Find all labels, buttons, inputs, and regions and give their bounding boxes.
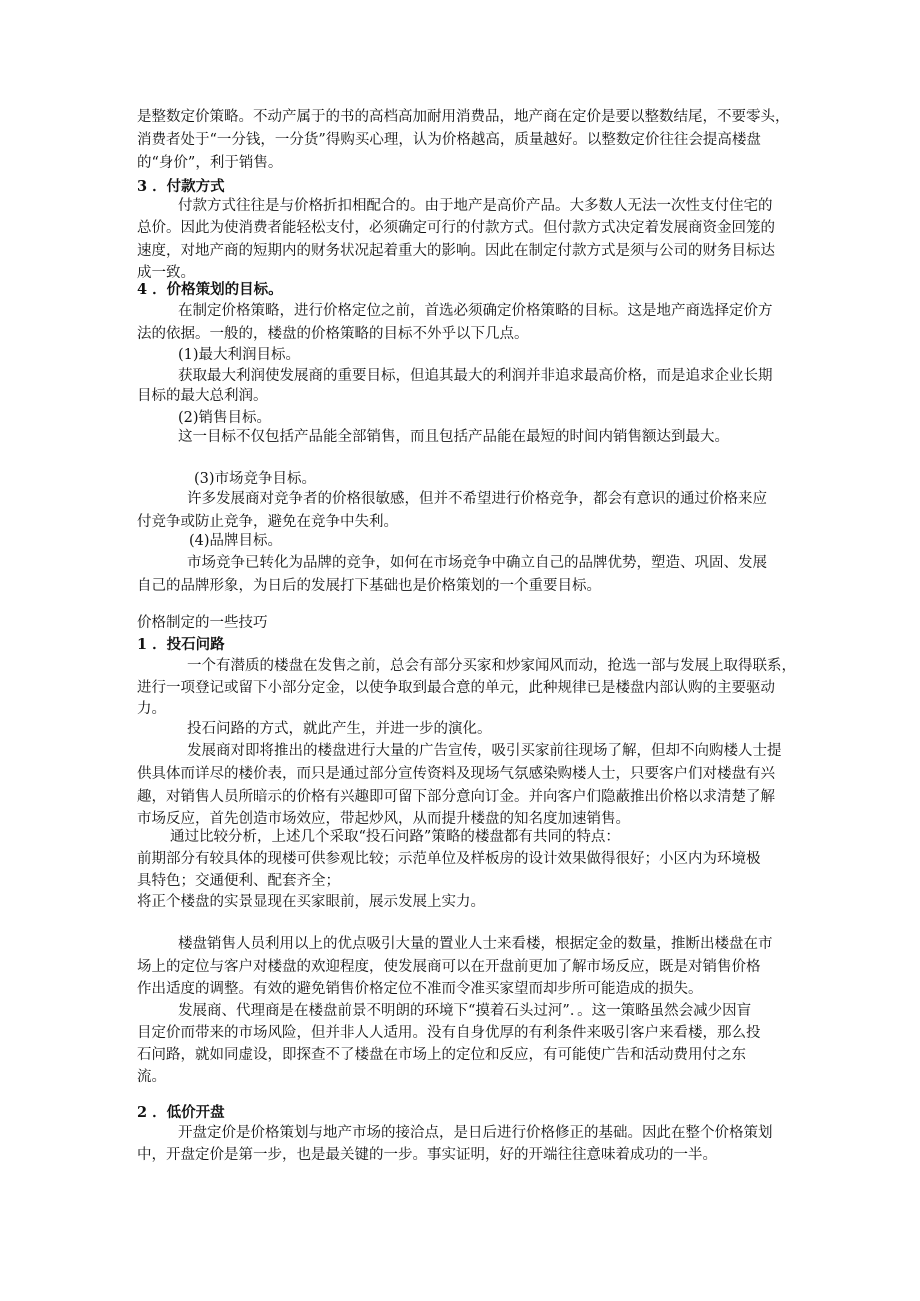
paragraph-line: 法的依据。一般的，楼盘的价格策略的目标不外乎以下几点。 [137, 326, 529, 342]
paragraph-line: 作出适度的调整。有效的避免销售价格定位不准而令准买家望而却步所可能造成的损失。 [137, 981, 703, 997]
paragraph-line: 投石问路的方式，就此产生，并进一步的演化。 [187, 721, 492, 737]
paragraph-line: 市场反应，首先创造市场效应，带起炒风，从而提升楼盘的知名度加速销售。 [137, 811, 630, 827]
section-heading: 4 ．价格策划的目标。 [137, 281, 283, 298]
paragraph-line: 总价。因此为使消费者能轻松支付，必须确定可行的付款方式。但付款方式决定着发展商资金回笼的 [137, 220, 775, 236]
paragraph-line: 付竞争或防止竞争，避免在竞争中失利。 [137, 514, 398, 530]
paragraph-line: 场上的定位与客户对楼盘的欢迎程度，使发展商可以在开盘前更加了解市场反应，既是对销售价格 [137, 959, 761, 975]
paragraph-line: 目定价而带来的市场风险，但并非人人适用。没有自身优厚的有利条件来吸引客户来看楼，那么投 [137, 1025, 761, 1041]
list-item-heading: (2)销售目标。 [178, 410, 272, 426]
paragraph-line: 流。 [137, 1069, 166, 1085]
paragraph-line: 付款方式往往是与价格折扣相配合的。由于地产是高价产品。大多数人无法一次性支付住宅的 [178, 198, 773, 214]
section-heading: 3 ．付款方式 [137, 178, 225, 195]
section-heading: 1 ．投石问路 [137, 636, 225, 653]
paragraph-line: 消费者处于“一分钱，一分货”得购买心理，认为价格越高，质量越好。以整数定价往往会提高楼盘 [137, 132, 761, 148]
paragraph-line: 自己的品牌形象，为日后的发展打下基础也是价格策划的一个重要目标。 [137, 578, 601, 594]
paragraph-line: 的“身价”，利于销售。 [137, 155, 283, 171]
paragraph-line: 获取最大利润使发展商的重要目标，但追其最大的利润并非追求最高价格，而是追求企业长期 [178, 368, 773, 384]
paragraph-line: 力。 [137, 701, 166, 717]
paragraph-line: 石问路，就如同虚设，即探查不了楼盘在市场上的定位和反应，有可能使广告和活动费用付之东 [137, 1047, 746, 1063]
paragraph-line: 趣，对销售人员所暗示的价格有兴趣即可留下部分意向订金。并向客户们隐蔽推出价格以求清楚了解 [137, 789, 775, 805]
paragraph-line: 中，开盘定价是第一步，也是最关键的一步。事实证明，好的开端往往意味着成功的一半。 [137, 1147, 717, 1163]
paragraph-line: 楼盘销售人员利用以上的优点吸引大量的置业人士来看楼，根据定金的数量，推断出楼盘在市 [178, 936, 773, 952]
paragraph-line: 成一致。 [137, 265, 195, 281]
paragraph-line: 将正个楼盘的实景显现在买家眼前，展示发展上实力。 [137, 894, 485, 910]
paragraph-line: 市场竞争已转化为品牌的竞争，如何在市场竞争中确立自己的品牌优势，塑造、巩固、发展 [187, 555, 767, 571]
list-item-heading: (4)品牌目标。 [189, 533, 283, 549]
section-title: 价格制定的一些技巧 [137, 615, 268, 631]
paragraph-line: 在制定价格策略，进行价格定位之前，首选必须确定价格策略的目标。这是地产商选择定价方 [178, 303, 773, 319]
paragraph-line: 这一目标不仅包括产品能全部销售，而且包括产品能在最短的时间内销售额达到最大。 [178, 429, 729, 445]
paragraph-line: 通过比较分析，上述几个采取“投石问路”策略的楼盘都有共同的特点： [170, 829, 620, 845]
paragraph-line: 发展商对即将推出的楼盘进行大量的广告宣传，吸引买家前往现场了解，但却不向购楼人士提 [187, 743, 782, 759]
paragraph-line: 速度，对地产商的短期内的财务状况起着重大的影响。因此在制定付款方式是须与公司的财务目标达 [137, 243, 775, 259]
list-item-heading: (1)最大利润目标。 [178, 347, 301, 363]
paragraph-line: 发展商、代理商是在楼盘前景不明朗的环境下“摸着石头过河”．。这一策略虽然会减少因盲 [178, 1003, 752, 1019]
paragraph-line: 目标的最大总利润。 [137, 388, 268, 404]
list-item-heading: (3)市场竞争目标。 [194, 471, 317, 487]
paragraph-line: 是整数定价策略。不动产属于的书的高档高加耐用消费品，地产商在定价是要以整数结尾，不要零头， [137, 109, 790, 125]
paragraph-line: 一个有潜质的楼盘在发售之前，总会有部分买家和炒家闻风而动，抢选一部与发展上取得联系， [187, 658, 796, 674]
paragraph-line: 前期部分有较具体的现楼可供参观比较；示范单位及样板房的设计效果做得很好；小区内为环境极 [137, 851, 761, 867]
paragraph-line: 开盘定价是价格策划与地产市场的接洽点，是日后进行价格修正的基础。因此在整个价格策划 [178, 1125, 773, 1141]
paragraph-line: 供具体而详尽的楼价表，而只是通过部分宣传资料及现场气氛感染购楼人士，只要客户们对楼盘有兴 [137, 766, 775, 782]
section-heading: 2 ．低价开盘 [137, 1104, 225, 1121]
paragraph-line: 具特色；交通便利、配套齐全； [137, 873, 340, 889]
paragraph-line: 进行一项登记或留下小部分定金，以使争取到最合意的单元，此种规律已是楼盘内部认购的主要驱动 [137, 680, 775, 696]
paragraph-line: 许多发展商对竞争者的价格很敏感，但并不希望进行价格竞争，都会有意识的通过价格来应 [187, 491, 767, 507]
